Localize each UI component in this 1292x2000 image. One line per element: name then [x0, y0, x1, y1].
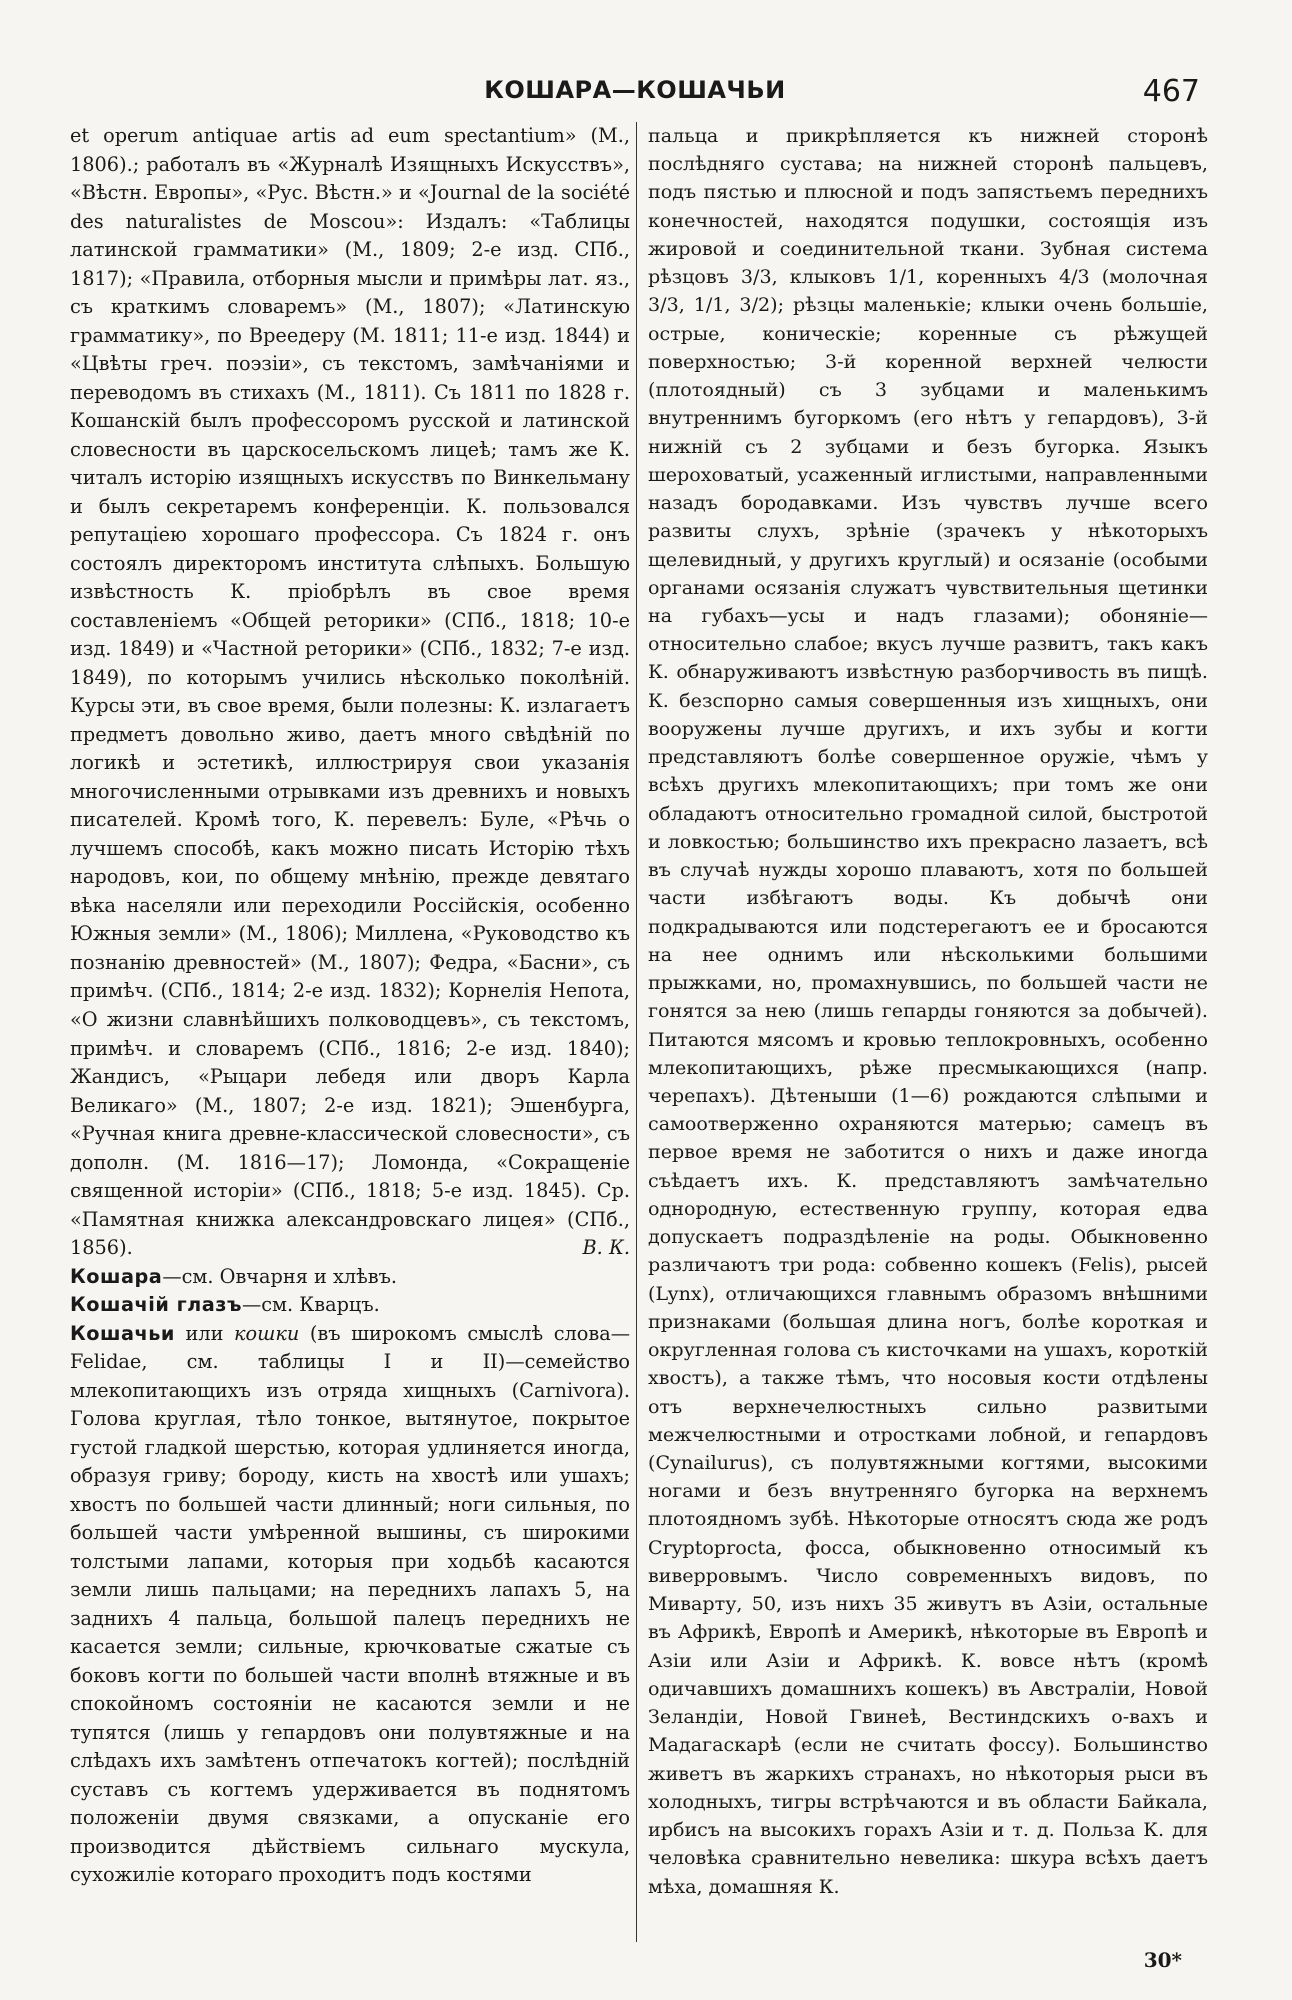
signature-mark: 30* [1143, 1948, 1182, 1972]
left-column [70, 122, 630, 1890]
entry-text: —см. Овчарня и хлѣвъ. [162, 1264, 398, 1288]
entry-text: —см. Кварцъ. [241, 1293, 380, 1317]
entry-connector: или [174, 1321, 235, 1345]
entry-synonym: кошки [234, 1321, 300, 1345]
author-signature: В. К. [582, 1236, 630, 1260]
column-divider [636, 122, 637, 1942]
page-number: 467 [1142, 74, 1200, 109]
page-header [70, 76, 1200, 116]
entry-koshachi [70, 1320, 630, 1890]
entry-headword: Кошачьи [70, 1321, 175, 1345]
entry-text: (въ широкомъ смыслѣ слова—Felidae, см. таблицы I и II)—семейство млекопитающихъ изъ отряда хищныхъ (Carnivora). Голова круглая, тѣло тонкое, вытянутое, покрытое густой гладкой шерстью, которая удлиняется иногда, образуя гриву; бороду, кисть на хвостѣ или ушахъ; хвостъ по большей части длинный; ноги сильныя, по большей части умѣренной вышины, съ широкими толстыми лапами, которыя при ходьбѣ касаются земли лишь пальцами; на переднихъ лапахъ 5, на заднихъ 4 пальца, большой палецъ переднихъ не касается земли; сильные, крючковатые сжатые съ боковъ когти по большей части вполнѣ втяжные и въ спокойномъ состояніи не касаются земли и не тупятся (лишь у гепардовъ они полувтяжные и на слѣдахъ ихъ замѣтенъ отпечатокъ когтей); послѣдній суставъ съ когтемъ удерживается въ поднятомъ положеніи двумя связками, а опусканіе его производится дѣйствіемъ сильнаго мускула, сухожиліе котораго проходитъ подъ костями [70, 1321, 630, 1887]
running-head: КОШАРА—КОШАЧЬИ [484, 76, 786, 104]
paragraph-koshansky [70, 122, 630, 1263]
entry-headword: Кошара [70, 1264, 163, 1288]
right-column [648, 122, 1208, 1901]
paragraph-text: et operum antiquae artis ad eum spectantium» (М., 1806).; работалъ въ «Журналѣ Изящныхъ Искусствъ», «Вѣстн. Европы», «Рус. Вѣстн.» и «Journal de la société des naturalistes de Moscou»: Издалъ: «Таблицы латинской грамматики» (М., 1809; 2-е изд. СПб., 1817); «Правила, отборныя мысли и примѣры лат. яз., съ краткимъ словаремъ» (М., 1807); «Латинскую грамматику», по Вреедеру (М. 1811; 11-е изд. 1844) и «Цвѣты греч. поэзіи», съ текстомъ, замѣчаніями и переводомъ въ стихахъ (М., 1811). Съ 1811 по 1828 г. Кошанскій былъ профессоромъ русской и латинской словесности въ царскосельскомъ лицеѣ; тамъ же К. читалъ исторію изящныхъ искусствъ по Винкельману и былъ секретаремъ конференціи. К. пользовался репутаціею хорошаго профессора. Съ 1824 г. онъ состоялъ директоромъ института слѣпыхъ. Большую извѣстность К. пріобрѣлъ въ свое время составленіемъ «Общей реторики» (СПб., 1818; 10-е изд. 1849) и «Частной реторики» (СПб., 1832; 7-е изд. 1849), по которымъ учились нѣсколько поколѣній. Курсы эти, въ свое время, были полезны: К. излагаетъ предметъ довольно живо, даетъ много свѣдѣній по логикѣ и эстетикѣ, иллюстрируя свои указанія многочисленными отрывками изъ древнихъ и новыхъ писателей. Кромѣ того, К. перевелъ: Буле, «Рѣчь о лучшемъ способѣ, какъ можно писать Исторію тѣхъ народовъ, кои, по общему мнѣнію, прежде девятаго вѣка населяли или переходили Россійскія, особенно Южныя земли» (М., 1806); Миллена, «Руководство къ познанію древностей» (М., 1807); Федра, «Басни», съ примѣч. (СПб., 1814; 2-е изд. 1832); Корнелія Непота, «О жизни славнѣйшихъ полководцевъ», съ текстомъ, примѣч. и словаремъ (СПб., 1816; 2-е изд. 1840); Жандисъ, «Рыцари лебедя или дворъ Карла Великаго» (М., 1807; 2-е изд. 1821); Эшенбурга, «Ручная книга древне-классической словесности», съ дополн. (М. 1816—17); Ломонда, «Сокращеніе священной исторіи» (СПб., 1818; 5-е изд. 1845). Ср. «Памятная книжка александровскаго лицея» (СПб., 1856). [70, 124, 630, 1260]
paragraph-text: пальца и прикрѣпляется къ нижней сторонѣ послѣдняго сустава; на нижней сторонѣ пальцевъ, подъ пястью и плюсной и подъ запястьемъ переднихъ конечностей, находятся подушки, состоящія изъ жировой и соединительной ткани. Зубная система рѣзцовъ 3/3, клыковъ 1/1, коренныхъ 4/3 (молочная 3/3, 1/1, 3/2); рѣзцы маленькіе; клыки очень большіе, острые, коническіе; коренные съ рѣжущей поверхностью; 3-й коренной верхней челюсти (плотоядный) съ 3 зубцами и маленькимъ внутреннимъ бугоркомъ (его нѣтъ у гепардовъ), 3-й нижній съ 2 зубцами и безъ бугорка. Языкъ шероховатый, усаженный иглистыми, направленными назадъ бородавками. Изъ чувствъ лучше всего развиты слухъ, зрѣніе (зрачекъ у нѣкоторыхъ щелевидный, у другихъ круглый) и осязаніе (особыми органами осязанія служатъ чувствительныя щетинки на губахъ—усы и надъ глазами); обоняніе—относительно слабое; вкусъ лучше развитъ, такъ какъ К. обнаруживаютъ извѣстную разборчивость въ пищѣ. К. безспорно самыя совершенныя изъ хищныхъ, они вооружены лучше другихъ, и ихъ зубы и когти представляютъ болѣе совершенное оружіе, чѣмъ у всѣхъ другихъ млекопитающихъ; при томъ же они обладаютъ относительно громадной силой, быстротой и ловкостью; большинство ихъ прекрасно лазаетъ, всѣ въ случаѣ нужды хорошо плаваютъ, хотя по большей части избѣгаютъ воды. Къ добычѣ они подкрадываются или подстерегаютъ ее и бросаются на нее однимъ или нѣсколькими большими прыжками, но, промахнувшись, по большей части не гонятся за нею (лишь гепарды гоняются за добычей). Питаются мясомъ и кровью теплокровныхъ, особенно млекопитающихъ, рѣже пресмыкающихся (напр. черепахъ). Дѣтеныши (1—6) рождаются слѣпыми и самоотверженно охраняются матерью; самецъ въ первое время не заботится о нихъ и даже иногда съѣдаетъ ихъ. К. представляютъ замѣчательно однородную, естественную группу, которая едва допускаетъ подраздѣленіе на роды. Обыкновенно различаютъ три рода: собвенно кошекъ (Felis), рысей (Lynx), отличающихся главнымъ образомъ внѣшними признаками (большая длина ногъ, болѣе короткая и округленная голова съ кисточками на ушахъ, короткій хвостъ), а также тѣмъ, что носовыя кости отдѣлены отъ верхнечелюстныхъ сильно развитыми межчелюстными и отростками лобной, и гепардовъ (Cynailurus), съ полувтяжными когтями, высокими ногами и безъ внутренняго бугорка на верхнемъ плотоядномъ зубѣ. Нѣкоторые относятъ сюда же родъ Cryptoprocta, фосса, обыкновенно относимый къ виверровымъ. Число современныхъ видовъ, по Миварту, 50, изъ нихъ 35 живутъ въ Азіи, остальные въ Африкѣ, Европѣ и Америкѣ, нѣкоторые въ Европѣ и Азіи или Азіи и Африкѣ. К. вовсе нѣтъ (кромѣ одичавшихъ домашнихъ кошекъ) въ Австраліи, Новой Зеландіи, Новой Гвинеѣ, Вестиндскихъ о-вахъ и Мадагаскарѣ (если не считать фоссу). Большинство живетъ въ жаркихъ странахъ, но нѣкоторыя рыси въ холодныхъ, тигры встрѣчаются и въ области Байкала, ирбисъ на высокихъ горахъ Азіи и т. д. Польза К. для человѣка сравнительно невелика: шкура всѣхъ даетъ мѣха, домашняя К. [648, 124, 1208, 1898]
entry-koshachiy-glaz [70, 1291, 630, 1320]
entry-headword: Кошачій глазъ [70, 1293, 242, 1317]
entry-koshara [70, 1263, 630, 1292]
entry-koshachi-continued [648, 122, 1208, 1901]
